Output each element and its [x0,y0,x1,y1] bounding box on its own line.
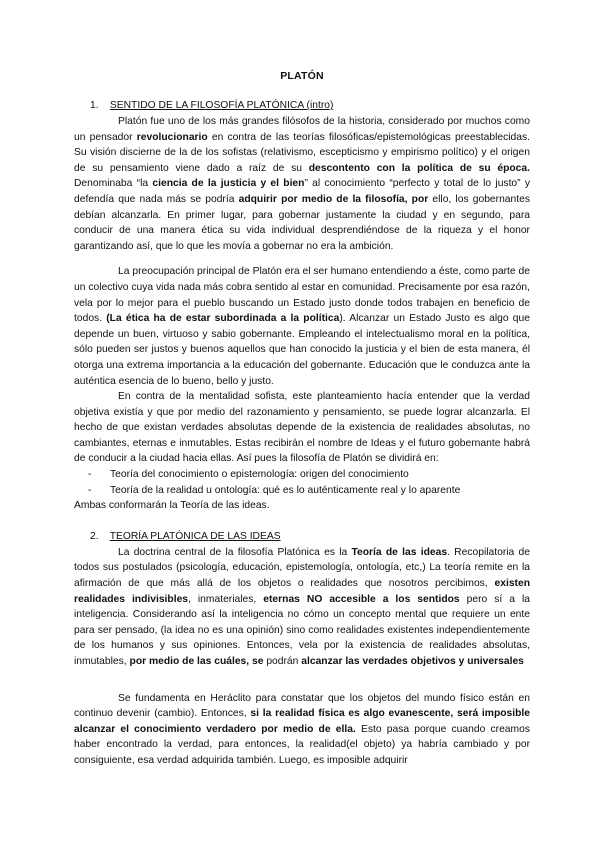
text-run: Esto pasa porque cuando creamos haber encontrado la verdad, para entonces, la realidad(el objeto) ya habría cambiado y por consiguiente, esa verdad adquirida también. Luego, es imposible adquirir [74,723,530,766]
bold-text: si la realidad física es algo evanescente, será imposible alcanzar el conocimiento verdadero por medio de ella. [74,708,530,735]
section-1-closing: Ambas conformarán la Teoría de las ideas. [74,500,270,512]
list-item: - Teoría de la realidad u ontología: qué es lo auténticamente real y lo aparente [88,484,461,496]
section-2-paragraph-1 [74,545,530,670]
bold-text: revolucionario [136,131,208,143]
document-title: PLATÓN [280,70,324,82]
bold-text: eternas NO accesible a los sentidos [263,593,460,605]
text-run: . Recopilatoria de todos sus postulados (psicología, educación, epistemología, ontología, etc,) La teoría remite en la afirmación de que más allá de los objetos o realidades que nosotros percibimos, [74,546,530,590]
text-run: La doctrina central de la filosofía Platónica es la [118,546,352,558]
bold-text: ciencia de la justicia y el bien [152,178,305,190]
section-1-title: SENTIDO DE LA FILOSOFÍA PLATÓNICA (intro) [109,100,334,111]
bold-text: alcanzar las verdades objetivos y universales [301,656,524,667]
section-1-paragraph-3 [74,389,530,467]
list-item-text: Teoría del conocimiento o epistemología: origen del conocimiento [110,469,409,481]
bold-text: descontento con la política de su época. [308,162,530,174]
bold-text: Teoría de las ideas [351,546,448,558]
text-run: Se fundamenta en Heráclito para constatar que los objetos del mundo físico están en continuo devenir (cambio). Entonces, [74,692,530,720]
list-item-text: Teoría de la realidad u ontología: qué es lo auténticamente real y lo aparente [110,484,461,496]
section-2-number: 2. [90,530,99,542]
section-1-paragraph-2 [74,264,530,389]
text-run: Platón fue uno de los más grandes filósofos de la historia, considerado por muchos como un pensador [74,116,530,143]
philosophy-division-list [74,467,530,498]
text-run: ). Alcanzar un Estado Justo es algo que depende un buen, virtuoso y sabio gobernante. Empleando el intelectualismo moral en la política, sólo pueden ser justos y buenos aquellos que han conocido la justicia y el bien de esta manera, él otorga una extrema importancia a la educación del gobernante. Educación que le conduzca ante la auténtica esencia de lo bueno, bello y justo. [74,313,530,387]
bold-text: (La ética ha de estar subordinada a la política [106,313,340,325]
section-2-heading [74,531,530,542]
text-run: en contra de las teorías filosóficas/epistemológicas preestablecidas. Su visión discierne de la de los sofistas (relativismo, escepticismo y empirismo político) y el origen de su pensamiento viene dado a raíz de su [74,131,530,174]
bold-text: por medio de las cuáles, se [129,656,264,667]
section-2-paragraph-2 [74,691,530,769]
text-run: Denominaba “la [74,178,153,190]
text-run: ello, los gobernantes debían alcanzarla. En primer lugar, para gobernar justamente la ciudad y en segundo, para conducir de una manera ética su vida individual desprendiéndose de la riqueza y el honor garantizando así, que lo que les movía a gobernar no era la ambición. [74,193,530,252]
text-run: ” al conocimiento “perfecto y total de lo justo” y defendía que nada más se podría [74,178,530,205]
section-1-heading [74,100,530,111]
text-run: En contra de la mentalidad sofista, este planteamiento hacía entender que la verdad objetiva existía y que por medio del razonamiento y pensamiento, se puede lograr alcanzarla. El hecho de que existan verdades absolutas depende de la existencia de realidades absolutas, no cambiantes, eternas e inmutables. Estas recibirán el nombre de Ideas y el futuro gobernante habrá de conducir a la ciudad hacia ellas. Así pues la filosofía de Platón se dividirá en: [74,391,530,465]
text-run: podrán [263,656,302,667]
section-2-title: TEORÍA PLATÓNICA DE LAS IDEAS [109,530,281,542]
text-run: pero sí a la inteligencia. Considerando así la inteligencia no cómo un concepto mental que requiere un ente para ser pensado, (la idea no es una opinión) sino como realidades existentes independientemente de los humanos y sus opiniones. Entonces, vela por la existencia de realidades absolutas, inmutables, [74,593,530,667]
bold-text: adquirir por medio de la filosofía, por [238,193,429,205]
section-1-number: 1. [90,100,99,111]
text-run: , inmateriales, [188,593,264,605]
list-item: - Teoría del conocimiento o epistemología: origen del conocimiento [88,469,409,481]
text-run: La preocupación principal de Platón era el ser humano entendiendo a éste, como parte de un colectivo cuya vida nada más cobra sentido al estar en comunidad. Precisamente por esa razón, vela por lo mejor para el pueblo buscando un Estado justo donde todos trabajen en beneficio de todos. [74,266,530,325]
section-1-paragraph-1 [74,114,530,254]
bold-text: existen realidades indivisibles [74,578,530,605]
